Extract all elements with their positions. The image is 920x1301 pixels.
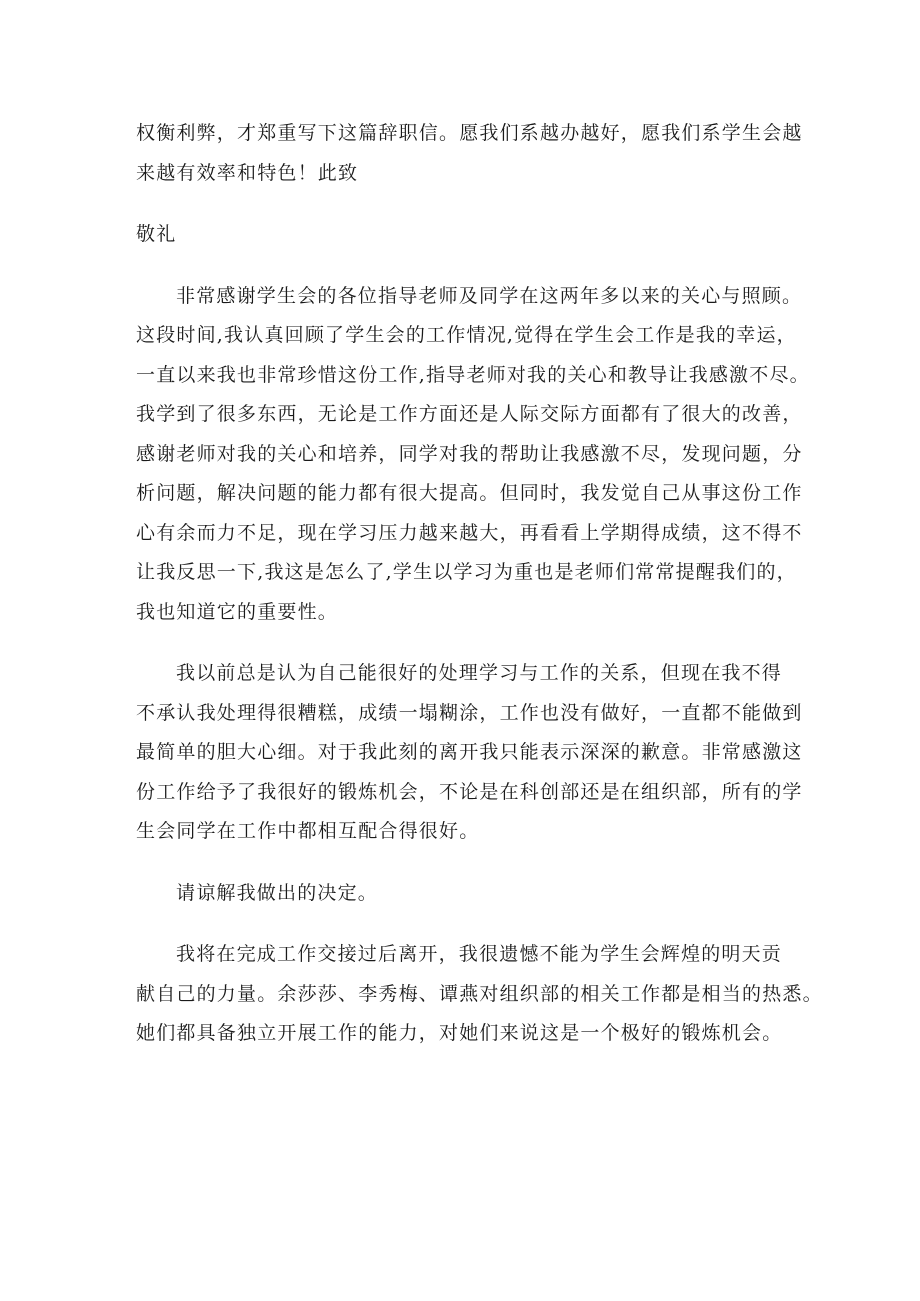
text-line: 心有余而力不足，现在学习压力越来越大，再看看上学期得成绩，这不得不	[136, 521, 803, 544]
paragraph-handover	[136, 935, 823, 1054]
text-line: 我以前总是认为自己能很好的处理学习与工作的关系，但现在我不得	[176, 662, 783, 684]
paragraph-salutation	[136, 215, 804, 255]
text-line: 一直以来我也非常珍惜这份工作,指导老师对我的关心和教导让我感激不尽。	[136, 363, 810, 386]
text-line: 她们都具备独立开展工作的能力，对她们来说这是一个极好的锻炼机会。	[136, 1022, 783, 1044]
text-line: 我将在完成工作交接过后离开，我很遗憾不能为学生会辉煌的明天贡	[176, 943, 783, 965]
text-line: 析问题，解决问题的能力都有很大提高。但同时，我发觉自己从事这份工作	[136, 482, 803, 504]
text-line: 我学到了很多东西，无论是工作方面还是人际交际方面都有了很大的改善，	[136, 403, 803, 425]
text-line: 份工作给予了我很好的锻炼机会，不论是在科创部还是在组织部，所有的学	[136, 780, 803, 803]
text-line: 这段时间,我认真回顾了学生会的工作情况,觉得在学生会工作是我的幸运，	[136, 324, 797, 346]
paragraph-request	[136, 874, 804, 914]
paragraph-closing-wishes	[136, 114, 804, 193]
text-line: 非常感谢学生会的各位指导老师及同学在这两年多以来的关心与照顾。	[176, 284, 803, 307]
text-line: 最简单的胆大心细。对于我此刻的离开我只能表示深深的歉意。非常感激这	[136, 741, 803, 763]
text-line: 来越有效率和特色！此致	[136, 161, 359, 184]
text-line: 我也知道它的重要性。	[136, 600, 339, 623]
paragraph-gratitude	[136, 277, 810, 633]
text-line: 请谅解我做出的决定。	[176, 881, 379, 904]
text-line: 不承认我处理得很糟糕，成绩一塌糊涂，工作也没有做好，一直都不能做到	[136, 701, 803, 724]
paragraph-apology	[136, 654, 804, 852]
text-line: 生会同学在工作中都相互配合得很好。	[136, 820, 480, 842]
text-line: 权衡利弊，才郑重写下这篇辞职信。愿我们系越办越好，愿我们系学生会越	[136, 122, 803, 144]
text-line: 敬礼	[136, 223, 177, 245]
document-body	[136, 114, 823, 1054]
text-line: 感谢老师对我的关心和培养，同学对我的帮助让我感激不尽，发现问题，分	[136, 442, 803, 465]
text-line: 让我反思一下,我这是怎么了,学生以学习为重也是老师们常常提醒我们的，	[136, 561, 797, 583]
text-line: 献自己的力量。余莎莎、李秀梅、谭燕对组织部的相关工作都是相当的热悉。	[136, 982, 823, 1005]
